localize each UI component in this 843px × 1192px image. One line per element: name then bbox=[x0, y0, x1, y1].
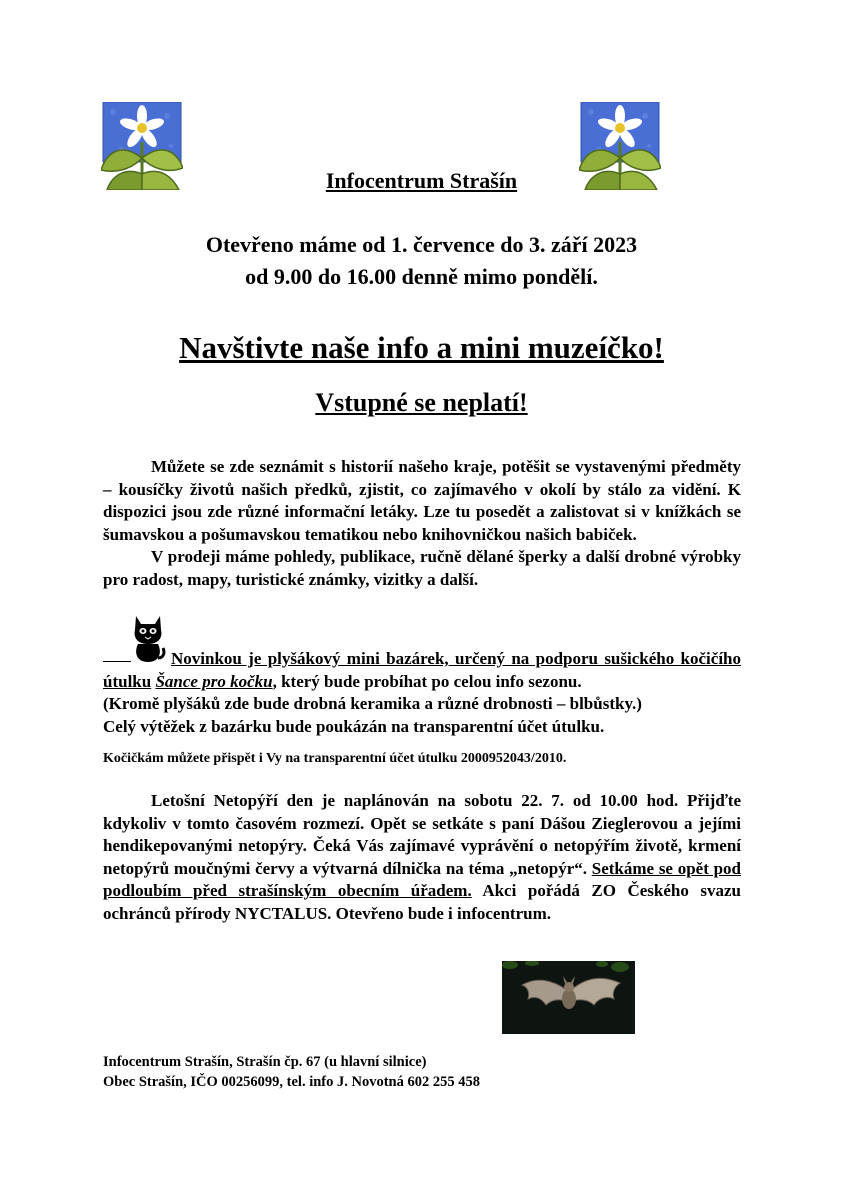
bat-day-location: Setkáme se opět pod podloubím před strašínským obecním úřadem. bbox=[103, 858, 741, 900]
bazaar-announcement bbox=[103, 648, 741, 693]
footer bbox=[103, 1052, 480, 1092]
footer-contact: Obec Strašín, IČO 00256099, tel. info J. Novotná 602 255 458 bbox=[103, 1074, 480, 1090]
bazaar-section bbox=[103, 648, 741, 738]
shop-paragraph: V prodeji máme pohledy, publikace, ručně dělané šperky a další drobné výrobky pro radost, mapy, turistické známky, vizitky a další. bbox=[103, 547, 741, 589]
bat-day-text: Letošní Netopýří den je naplánován na sobotu 22. 7. od 10.00 hod. Přijďte kdykoliv v tomto časovém rozmezí. Opět se setkáte s paní Dášou Zieglerovou a jejími hendikepovanými netopýry. Čeká Vás zajímavé vyprávění o netopýřím životě, krmení netopýrů moučnými červy a výtvarná dílnička na téma „netopýr“. bbox=[103, 791, 741, 878]
donation-note: Kočičkám můžete přispět i Vy na transparentní účet útulku 2000952043/2010. bbox=[103, 751, 567, 766]
subheadline: Vstupné se neplatí! bbox=[315, 388, 528, 417]
bazaar-lead: Novinkou je plyšákový mini bazárek, určený na podporu sušického kočičího útulku bbox=[103, 649, 741, 691]
bazaar-rest: , který bude probíhat po celou info sezonu. bbox=[272, 671, 582, 691]
footer-address: Infocentrum Strašín, Strašín čp. 67 (u hlavní silnice) bbox=[103, 1054, 427, 1070]
opening-hours: od 9.00 do 16.00 denně mimo pondělí. bbox=[245, 264, 598, 289]
intro-paragraph: Můžete se zde seznámit s historií našeho kraje, potěšit se vystavenými předměty – kousíčky životů našich předků, zjistit, co zajímavého v okolí by stálo za vidění. K dispozici jsou zde různé informační letáky. Lze tu posedět a zalistovat si v knížkách se šumavskou a pošumavskou tematikou nebo knihovničkou našich babiček. bbox=[103, 457, 741, 544]
headline: Navštivte naše info a mini muzeíčko! bbox=[179, 330, 664, 365]
shelter-name: Šance pro kočku bbox=[155, 671, 273, 691]
page-title: Infocentrum Strašín bbox=[325, 168, 518, 193]
bazaar-proceeds: Celý výtěžek z bazárku bude poukázán na transparentní účet útulku. bbox=[103, 716, 605, 736]
bat-day-organizer: Akci pořádá ZO Českého svazu ochránců přírody NYCTALUS. Otevřeno bude i infocentrum. bbox=[103, 881, 741, 923]
opening-dates: Otevřeno máme od 1. července do 3. září 2023 bbox=[205, 232, 638, 257]
bazaar-extra: (Kromě plyšáků zde bude drobná keramika a různé drobnosti – blbůstky.) bbox=[103, 694, 642, 713]
intro-section bbox=[103, 456, 741, 591]
bat-day-section bbox=[103, 790, 741, 925]
bat-day-paragraph bbox=[103, 790, 741, 925]
bat-photo bbox=[502, 961, 635, 1034]
